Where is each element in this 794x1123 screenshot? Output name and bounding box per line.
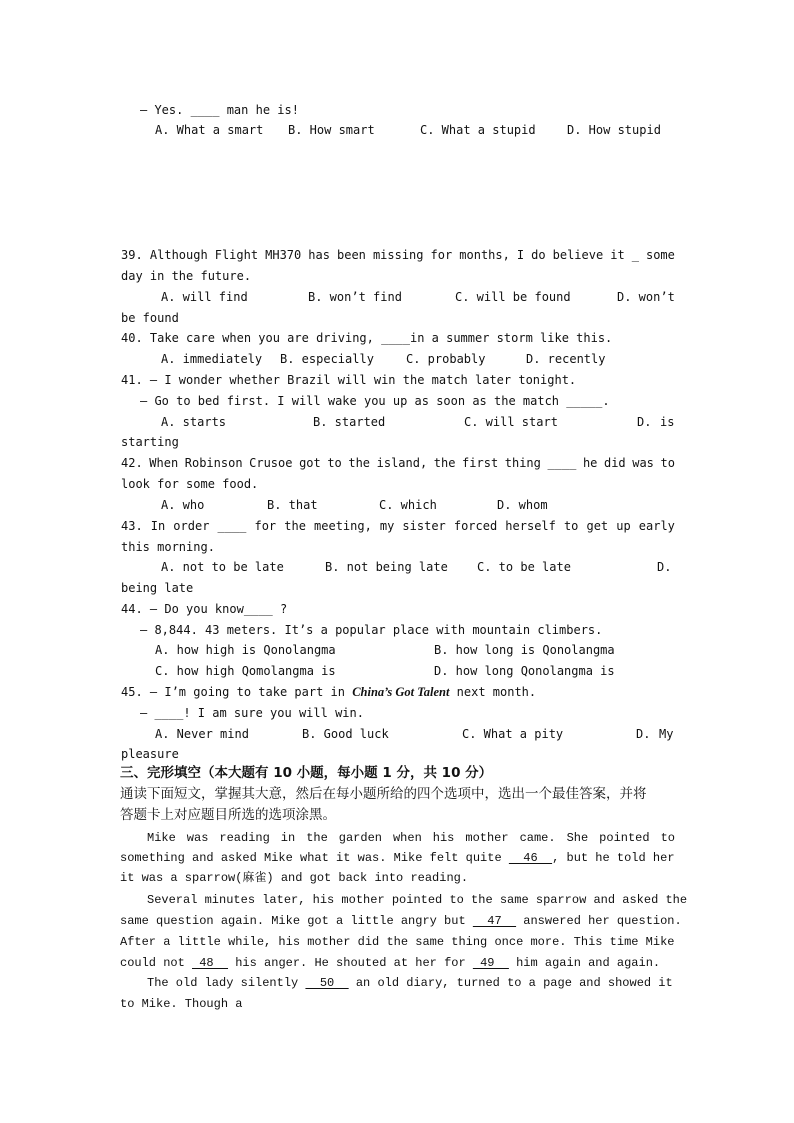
passage-p2-line-1: Several minutes later, his mother pointed to the same sparrow and asked the bbox=[147, 893, 688, 907]
section-heading: 三、完形填空（本大题有 10 小题，每小题 1 分，共 10 分） bbox=[120, 765, 493, 781]
q42-option-c: C. which bbox=[379, 498, 437, 512]
q41-stem-line-1: 41. – I wonder whether Brazil will win the match later tonight. bbox=[121, 373, 577, 387]
q40-option-b: B. especially bbox=[280, 352, 374, 366]
q41-option-c: C. will start bbox=[464, 415, 558, 429]
q41-option-b: B. started bbox=[313, 415, 386, 429]
q45-stem-line-1: 45. – I’m going to take part in China’s Got Talent next month. bbox=[121, 685, 537, 699]
section-instruction-line-1: 通读下面短文，掌握其大意，然后在每小题所给的四个选项中，选出一个最佳答案，并将 bbox=[120, 786, 647, 802]
q38-answer-line: – Yes. ____ man he is! bbox=[140, 103, 299, 117]
q44-option-c: C. how high Qomolangma is bbox=[155, 664, 336, 678]
blank-46: 46 bbox=[508, 851, 553, 865]
passage-p3-line-2: to Mike. Though a bbox=[120, 997, 243, 1011]
q43-option-b: B. not being late bbox=[325, 560, 448, 574]
q43-stem-line-1: 43. In order ____ for the meeting, my sister forced herself to get up early bbox=[121, 519, 675, 533]
q40-option-a: A. immediately bbox=[161, 352, 263, 366]
q42-stem-line-1: 42. When Robinson Crusoe got to the island, the first thing ____ he did was to bbox=[121, 456, 675, 470]
q41-option-d-word: is bbox=[660, 415, 675, 429]
q42-stem-line-2: look for some food. bbox=[121, 477, 259, 491]
passage-p2-line-4: could not 48 his anger. He shouted at her for 49 him again and again. bbox=[120, 956, 661, 970]
q39-stem-line-1: 39. Although Flight MH370 has been missing for months, I do believe it _ some bbox=[121, 248, 675, 262]
q39-option-d: D. won’t bbox=[617, 290, 675, 304]
passage-p1-line-2: something and asked Mike what it was. Mike felt quite 46 , but he told her bbox=[120, 851, 675, 865]
q40-option-c: C. probably bbox=[406, 352, 486, 366]
q44-stem-line-1: 44. – Do you know____ ? bbox=[121, 602, 288, 616]
q38-option-a: A. What a smart bbox=[155, 123, 264, 137]
q45-option-a: A. Never mind bbox=[155, 727, 249, 741]
q38-option-b: B. How smart bbox=[288, 123, 375, 137]
q41-option-d-letter: D. bbox=[637, 415, 652, 429]
q45-option-d-wrap: pleasure bbox=[121, 747, 179, 761]
q38-option-d: D. How stupid bbox=[567, 123, 661, 137]
passage-p1-line-3: it was a sparrow(麻雀) and got back into reading. bbox=[120, 871, 469, 885]
q39-stem-line-2: day in the future. bbox=[121, 269, 252, 283]
q43-option-d-letter: D. bbox=[657, 560, 672, 574]
blank-47: 47 bbox=[472, 914, 517, 928]
q42-option-b: B. that bbox=[267, 498, 318, 512]
q43-option-c: C. to be late bbox=[477, 560, 571, 574]
q39-option-b: B. won’t find bbox=[308, 290, 402, 304]
blank-49: 49 bbox=[472, 956, 509, 970]
show-title: China’s Got Talent bbox=[352, 685, 450, 699]
q43-option-a: A. not to be late bbox=[161, 560, 284, 574]
passage-p2-line-2: same question again. Mike got a little angry but 47 answered her question. bbox=[120, 914, 682, 928]
q45-option-d-word: My bbox=[659, 727, 674, 741]
q40-option-d: D. recently bbox=[526, 352, 606, 366]
q41-option-d-wrap: starting bbox=[121, 435, 179, 449]
passage-p1-line-1: Mike was reading in the garden when his mother came. She pointed to bbox=[147, 831, 675, 845]
q43-option-d-wrap: being late bbox=[121, 581, 194, 595]
q39-option-c: C. will be found bbox=[455, 290, 571, 304]
q45-option-c: C. What a pity bbox=[462, 727, 564, 741]
q43-stem-line-2: this morning. bbox=[121, 540, 215, 554]
q44-stem-line-2: – 8,844. 43 meters. It’s a popular place with mountain climbers. bbox=[140, 623, 603, 637]
q44-option-a: A. how high is Qonolangma bbox=[155, 643, 336, 657]
q45-option-b: B. Good luck bbox=[302, 727, 389, 741]
q42-option-a: A. who bbox=[161, 498, 205, 512]
q41-option-a: A. starts bbox=[161, 415, 227, 429]
q39-option-a: A. will find bbox=[161, 290, 248, 304]
q40-stem: 40. Take care when you are driving, ____in a summer storm like this. bbox=[121, 331, 613, 345]
q39-option-d-wrap: be found bbox=[121, 311, 179, 325]
blank-48: 48 bbox=[192, 956, 229, 970]
q44-option-b: B. how long is Qonolangma bbox=[434, 643, 615, 657]
section-instruction-line-2: 答题卡上对应题目所选的选项涂黑。 bbox=[120, 807, 336, 823]
q41-stem-line-2: – Go to bed first. I will wake you up as soon as the match _____. bbox=[140, 394, 610, 408]
passage-p2-line-3: After a little while, his mother did the same thing once more. This time Mike bbox=[120, 935, 675, 949]
q44-option-d: D. how long Qonolangma is bbox=[434, 664, 615, 678]
q45-option-d-letter: D. bbox=[636, 727, 651, 741]
q45-stem-line-2: – ____! I am sure you will win. bbox=[140, 706, 364, 720]
blank-50: 50 bbox=[305, 976, 349, 990]
q42-option-d: D. whom bbox=[497, 498, 548, 512]
passage-p3-line-1: The old lady silently 50 an old diary, turned to a page and showed it bbox=[147, 976, 673, 990]
q38-option-c: C. What a stupid bbox=[420, 123, 536, 137]
